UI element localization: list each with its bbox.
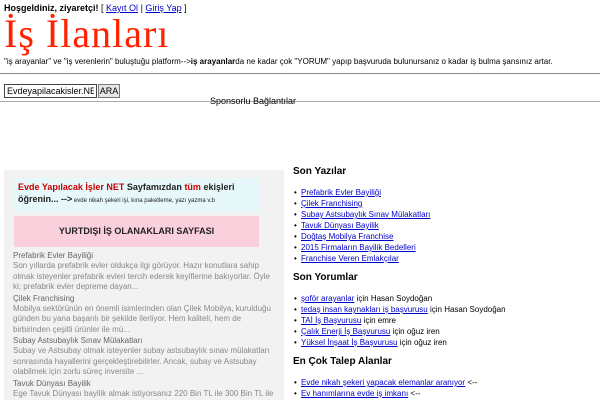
tagline xyxy=(4,57,553,66)
list-item xyxy=(301,242,598,253)
comment-post-link[interactable]: Yüksel İnşaat İş Başvurusu xyxy=(301,338,398,347)
evde-isler-banner[interactable] xyxy=(14,178,259,212)
yurtdisi-banner[interactable]: YURTDIŞI İŞ OLANAKLARI SAYFASI xyxy=(14,216,259,247)
sidebar xyxy=(293,166,598,407)
top-requests-section xyxy=(293,356,598,399)
header-divider xyxy=(0,73,600,74)
post-excerpt: Son yıllarda prefabrik evler oldukça ilgi görüyor. Hazır konutlara sahip olmak isteyenler prefabrik evleri tercih ederek keyiflerine bakıyorlar. Öyle ki; prefabrik evler depreme dayan... xyxy=(13,261,270,291)
comment-post-link[interactable]: TAİ İş Başvurusu xyxy=(301,316,362,325)
list-item xyxy=(301,304,598,315)
tagline-post: da ne kadar çok "YORUM" yapıp başvuruda bulunursanız o kadar iş bulma şansınız artar. xyxy=(235,57,553,66)
recent-posts-section xyxy=(293,166,598,264)
list-item xyxy=(13,250,275,293)
main-content xyxy=(4,170,284,400)
arrow-suffix: <-- xyxy=(465,378,478,387)
recent-comments-section xyxy=(293,272,598,348)
recent-comments-heading: Son Yorumlar xyxy=(293,272,358,283)
tagline-bold: iş arayanlar xyxy=(190,57,236,66)
banner-subtext: evde nikah şekeri işi, kına paketleme, yazı yazma v.b xyxy=(72,198,215,204)
comment-author: emre xyxy=(377,316,397,325)
list-item xyxy=(13,293,275,336)
top-requests-list xyxy=(293,377,598,399)
banner-brand: Evde Yapılacak İşler NET xyxy=(18,182,125,192)
post-excerpt: Ege Tavuk Dünyası bayilik almak istiyorsanız 220 Bin TL ile 300 Bin TL ile xyxy=(13,388,274,398)
list-item xyxy=(301,231,598,242)
list-item xyxy=(301,293,598,304)
recent-comments-list xyxy=(293,293,598,348)
top-request-link[interactable]: Ev hanımlarına evde iş imkanı xyxy=(301,389,409,398)
recent-post-link[interactable]: Subay Astsubaylık Sınav Mülakatları xyxy=(301,210,431,219)
search-divider xyxy=(0,101,600,102)
comment-joiner: için xyxy=(397,338,414,347)
comment-author: oğuz iren xyxy=(406,327,440,336)
post-title[interactable]: Çilek Franchising xyxy=(13,293,75,303)
top-requests-heading: En Çok Talep Alanlar xyxy=(293,356,392,367)
comment-post-link[interactable]: Çalık Enerji İş Başvurusu xyxy=(301,327,391,336)
list-item xyxy=(13,335,275,378)
list-item xyxy=(301,337,598,348)
list-item xyxy=(301,198,598,209)
site-logo[interactable]: İş İlanları xyxy=(4,11,170,56)
banner-text-tum: tüm xyxy=(184,182,201,192)
search-input[interactable] xyxy=(4,84,97,98)
login-link[interactable]: Giriş Yap xyxy=(145,3,182,13)
register-link[interactable]: Kayıt Ol xyxy=(106,3,139,13)
recent-post-link[interactable]: Tavuk Dünyası Bayilik xyxy=(301,221,379,230)
list-item xyxy=(301,315,598,326)
post-title[interactable]: Subay Astsubaylık Sınav Mülakatları xyxy=(13,336,143,345)
recent-post-link[interactable]: Çilek Franchising xyxy=(301,199,363,208)
comment-author: Hasan Soydoğan xyxy=(444,305,506,314)
list-item xyxy=(301,326,598,337)
recent-post-link[interactable]: 2015 Firmaların Bayilik Bedelleri xyxy=(301,243,416,252)
tagline-pre: "iş arayanlar" ve "iş verenlerin" buluştuğu platform--> xyxy=(4,57,191,66)
post-excerpt: Mobilya sektörünün en önemli isimlerinden olan Çilek Mobilya, kurulduğu günden bu yana başarılı bir şekilde ilerliyor. Hem kaliteli, hem de birbirinden çeşitli ürünler ile mü... xyxy=(13,303,271,334)
comment-joiner: için xyxy=(361,316,378,325)
recent-post-link[interactable]: Prefabrik Evler Bayiliği xyxy=(301,188,382,197)
welcome-text: Hoşgeldiniz, ziyaretçi! xyxy=(4,3,99,13)
list-item xyxy=(301,187,598,198)
comment-author: Hasan Soydoğan xyxy=(370,294,433,303)
welcome-bar: Hoşgeldiniz, ziyaretçi! [ Kayıt Ol | Giriş Yap ] xyxy=(4,3,187,13)
list-item xyxy=(301,253,598,264)
sponsored-links-label: Sponsorlu Bağlantılar xyxy=(210,96,297,106)
banner-text-b: ekişleri xyxy=(200,182,235,192)
arrow-suffix: <-- xyxy=(408,389,421,398)
recent-posts-list xyxy=(293,187,598,264)
post-excerpt: Subay ve Astsubay olmak isteyenler subay astsubaylık sınav mülakatları sonrasında hayallerini gerçekleştirebilirler. Ancak, subay ve Astsubay olabilmek için zorlu süreç inversite ... xyxy=(13,346,270,376)
recent-posts-heading: Son Yazılar xyxy=(293,166,347,177)
list-item xyxy=(301,377,598,388)
banner-text-a: Sayfamızdan xyxy=(124,182,185,192)
list-item xyxy=(301,209,598,220)
post-title[interactable]: Tavuk Dünyası Bayilik xyxy=(13,378,91,388)
recent-post-link[interactable]: Doğtaş Mobilya Franchise xyxy=(301,232,394,241)
comment-author: oğuz iren xyxy=(413,338,447,347)
post-list xyxy=(13,250,275,399)
comment-joiner: için xyxy=(354,294,371,303)
list-item xyxy=(301,388,598,399)
top-request-link[interactable]: Evde nikah şekeri yapacak elemanlar aranıyor xyxy=(301,378,466,387)
recent-post-link[interactable]: Franchise Veren Emlakçılar xyxy=(301,254,399,263)
banner-learn: öğrenin... --> xyxy=(18,194,73,204)
comment-joiner: için xyxy=(390,327,407,336)
list-item xyxy=(301,220,598,231)
comment-post-link[interactable]: tedaş insan kaynakları iş başvurusu xyxy=(301,305,428,314)
search-button[interactable]: ARA xyxy=(99,86,119,96)
list-item xyxy=(13,378,275,400)
post-title[interactable]: Prefabrik Evler Bayiliği xyxy=(13,251,94,260)
comment-post-link[interactable]: şoför arayanlar xyxy=(301,294,355,303)
comment-joiner: için xyxy=(427,305,445,314)
